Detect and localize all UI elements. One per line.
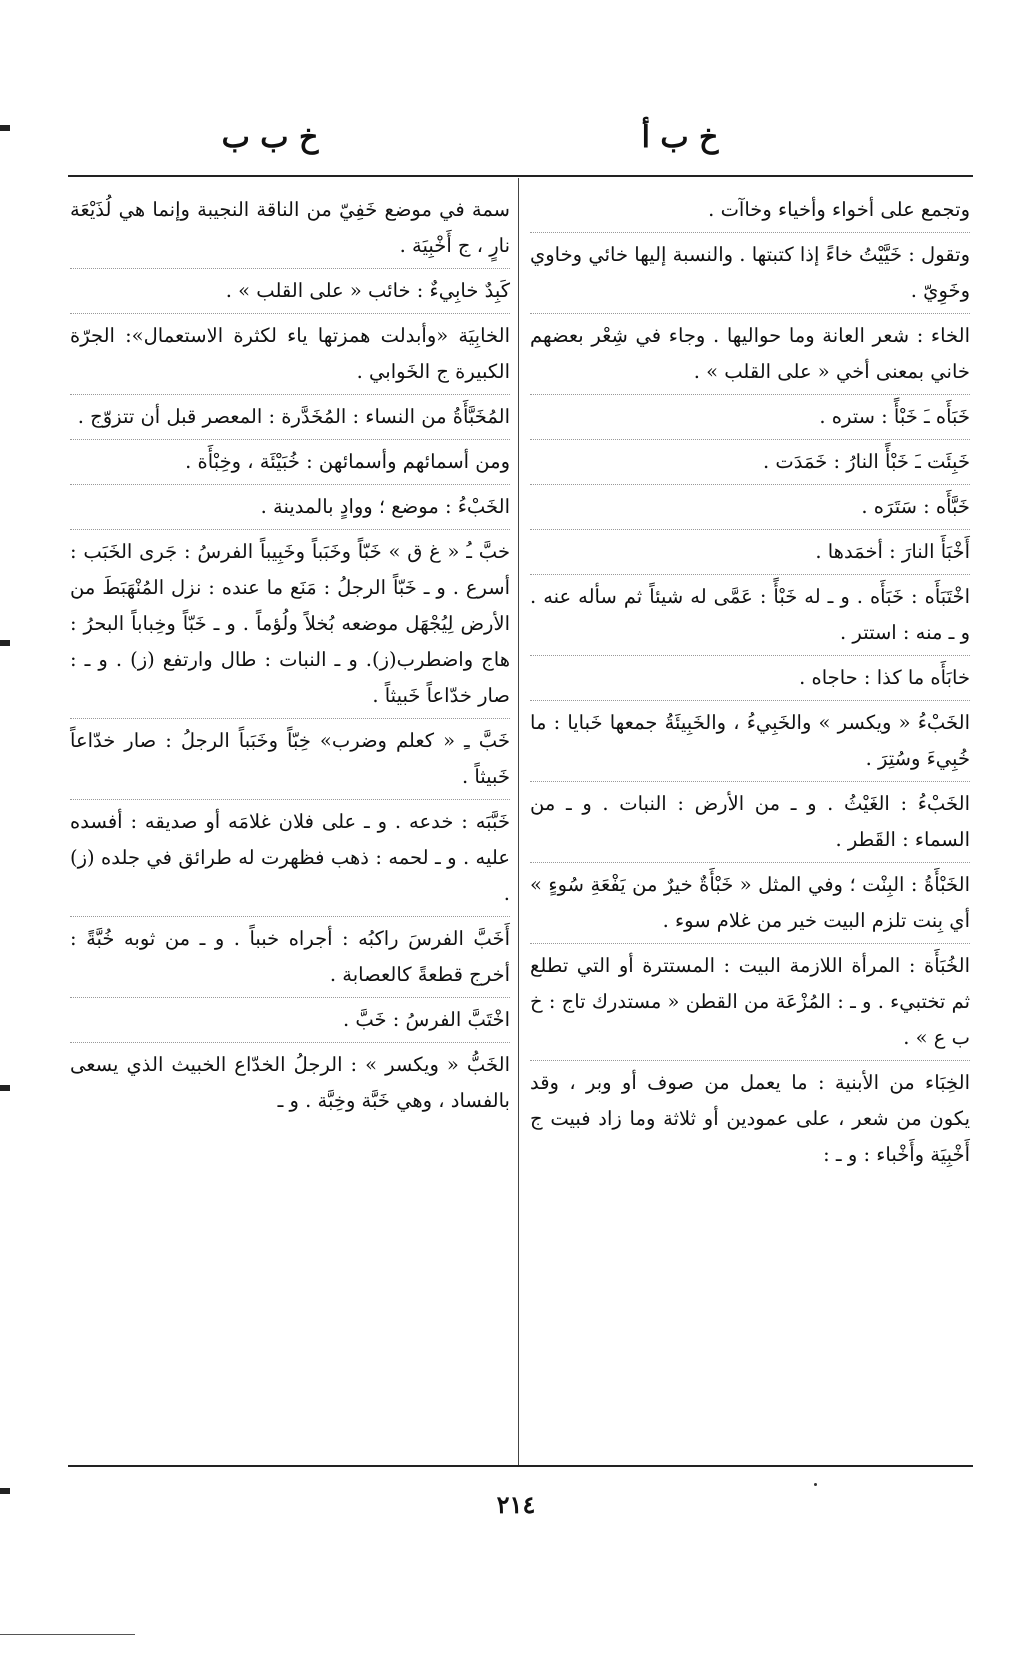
entry-text: الخَبُّ « ويكسر » : الرجلُ الخدّاع الخبيث الذي يسعى بالفساد ، وهي خَبَّة وخِبَّة . و ـ xyxy=(70,1053,510,1112)
dictionary-entry xyxy=(530,786,970,863)
scan-edge-mark xyxy=(0,1085,10,1091)
dictionary-entry xyxy=(70,804,510,917)
dictionary-entry xyxy=(530,399,970,440)
entry-text: الخَبْءُ « ويكسر » والخَبِيءُ ، والخَبِيئَةُ جمعها خَبايا : ما خُبِيءَ وسُتِرَ . xyxy=(530,711,970,770)
entry-text: خبَّ ـُ « غ ق » خَبّاً وخَبَباً وخَبِيباً الفرسُ : جَرى الخَبَب : أسرع . و ـ خَبّاً الرجلُ : مَنَع ما عنده : نزل المُنْهَبَطَ من الأرض لِيُجْهَل موضعه بُخلاً ولُؤماً . و ـ خَبّاً وخِباباً البحرُ : هاج واضطرب(ز). و ـ النبات : طال وارتفع (ز) . و ـ : صار خدّاعاً خَبيثاً . xyxy=(70,540,510,707)
entry-text: سمة في موضع خَفِيّ من الناقة النجيبة وإنما هي لُذَيْعَة نارٍ ، ج أَخْبِيَة . xyxy=(70,198,510,257)
entry-text: الخَبْءُ : موضع ؛ ووادٍ بالمدينة . xyxy=(260,495,510,518)
dictionary-entry xyxy=(70,489,510,530)
scan-edge-mark xyxy=(0,125,10,131)
entry-text: خَبَّبَه : خدعه . و ـ على فلان غلامَه أو صديقه : أفسده عليه . و ـ لحمه : ذهب فظهرت له طرائق في جلده (ز) . xyxy=(70,810,510,905)
entry-text: المُخَبَّأَةُ من النساء : المُخَدَّرة : المعصر قبل أن تتزوّج . xyxy=(77,405,510,428)
dictionary-entry xyxy=(530,237,970,314)
dictionary-entry xyxy=(530,948,970,1061)
speck xyxy=(814,1483,817,1486)
left-column xyxy=(70,192,510,1127)
entry-text: خَبِئَت ـَ خَبْأً النارُ : خَمَدَت . xyxy=(762,450,970,473)
right-column xyxy=(530,192,970,1181)
entry-text: الخاء : شعر العانة وما حواليها . وجاء في شِعْر بعضهم خاني بمعنى أخي « على القلب » . xyxy=(530,324,970,383)
dictionary-entry xyxy=(70,318,510,395)
dictionary-entry xyxy=(70,444,510,485)
scan-edge-mark xyxy=(0,640,10,646)
dictionary-entry xyxy=(70,399,510,440)
header-rule xyxy=(68,175,973,177)
dictionary-entry xyxy=(530,318,970,395)
dictionary-entry xyxy=(530,1065,970,1177)
dictionary-entry xyxy=(530,192,970,233)
dictionary-entry xyxy=(70,1047,510,1123)
dictionary-entry xyxy=(70,921,510,998)
entry-text: خابَأَه ما كذا : حاجاه . xyxy=(799,666,970,689)
footer-rule xyxy=(68,1465,973,1467)
column-divider xyxy=(518,178,519,1465)
dictionary-entry xyxy=(70,723,510,800)
dictionary-entry xyxy=(530,660,970,701)
dictionary-entry xyxy=(530,579,970,656)
dictionary-entry xyxy=(530,705,970,782)
entry-text: وتجمع على أخواء وأخياء وخاآت . xyxy=(708,198,970,221)
page-number: ٢١٤ xyxy=(496,1490,536,1519)
entry-text: وتقول : خَيَّيْتُ خاءً إذا كتبتها . والنسبة إليها خائي وخاوي وخَوِيّ . xyxy=(530,243,970,302)
entry-text: كَبِدٌ خابِيءٌ : خائب « على القلب » . xyxy=(225,279,510,302)
dictionary-entry xyxy=(70,1002,510,1043)
entry-text: الخابِيَة «وأبدلت همزتها ياء لكثرة الاستعمال»: الجرّة الكبيرة ج الخَوابي . xyxy=(70,324,510,383)
entry-text: اخْتَبَّ الفرسُ : خَبَّ . xyxy=(342,1008,510,1031)
dictionary-entry xyxy=(530,489,970,530)
dictionary-entry xyxy=(530,444,970,485)
entry-text: خَبَّ ـِ « كعلم وضرب» خِبّاً وخَبَباً الرجلُ : صار خدّاعاً خَبيثاً . xyxy=(70,729,510,788)
entry-text: ومن أسمائهم وأسمائهن : خُبَيْئَة ، وخِبْأَة . xyxy=(185,450,510,473)
scan-footline xyxy=(0,1634,135,1635)
dictionary-entry xyxy=(530,867,970,944)
dictionary-entry xyxy=(70,534,510,719)
entry-text: الخَبْءُ : الغَيْثُ . و ـ من الأرض : النبات . و ـ من السماء : القَطر . xyxy=(530,792,970,851)
entry-text: الخَبْأَةُ : البِنْت ؛ وفي المثل « خَبْأَةٌ خيرٌ من يَفْعَةِ سُوءٍ » أي بِنت تلزم البيت خير من غلام سوء . xyxy=(530,873,970,932)
entry-text: خَبَأَه ـَ خَبْأً : ستره . xyxy=(819,405,970,428)
dictionary-entry xyxy=(530,534,970,575)
entry-text: اخْتَبَأَه : خَبَأَه . و ـ له خَبْأً : عَمَّى له شيئاً ثم سأله عنه . و ـ منه : استتر . xyxy=(530,585,970,644)
entry-text: أَخَبَّ الفرسَ راكبُه : أجراه خبباً . و ـ من ثوبه خُبَّةً : أخرج قطعةً كالعصابة . xyxy=(70,927,510,986)
entry-text: أَخْبَأَ النارَ : أخمَدها . xyxy=(815,540,970,563)
entry-text: خَبَّأَه : سَتَرَه . xyxy=(861,495,970,518)
running-header-right: خ ب أ xyxy=(641,120,719,155)
entry-text: الخِبَاء من الأبنية : ما يعمل من صوف أو وبر ، وقد يكون من شعر ، على عمودين أو ثلاثة وما زاد فبيت ج أَخْبِيَة وأَخْباء : و ـ : xyxy=(530,1071,970,1166)
dictionary-entry xyxy=(70,273,510,314)
dictionary-entry xyxy=(70,192,510,269)
scan-edge-mark xyxy=(0,1488,10,1494)
running-header-left: خ ب ب xyxy=(221,120,319,155)
entry-text: الخُبَأَة : المرأة اللازمة البيت : المستترة أو التي تطلع ثم تختبيء . و ـ : المُزْعَة من القطن « مستدرك تاج : خ ب ع » . xyxy=(530,954,970,1049)
